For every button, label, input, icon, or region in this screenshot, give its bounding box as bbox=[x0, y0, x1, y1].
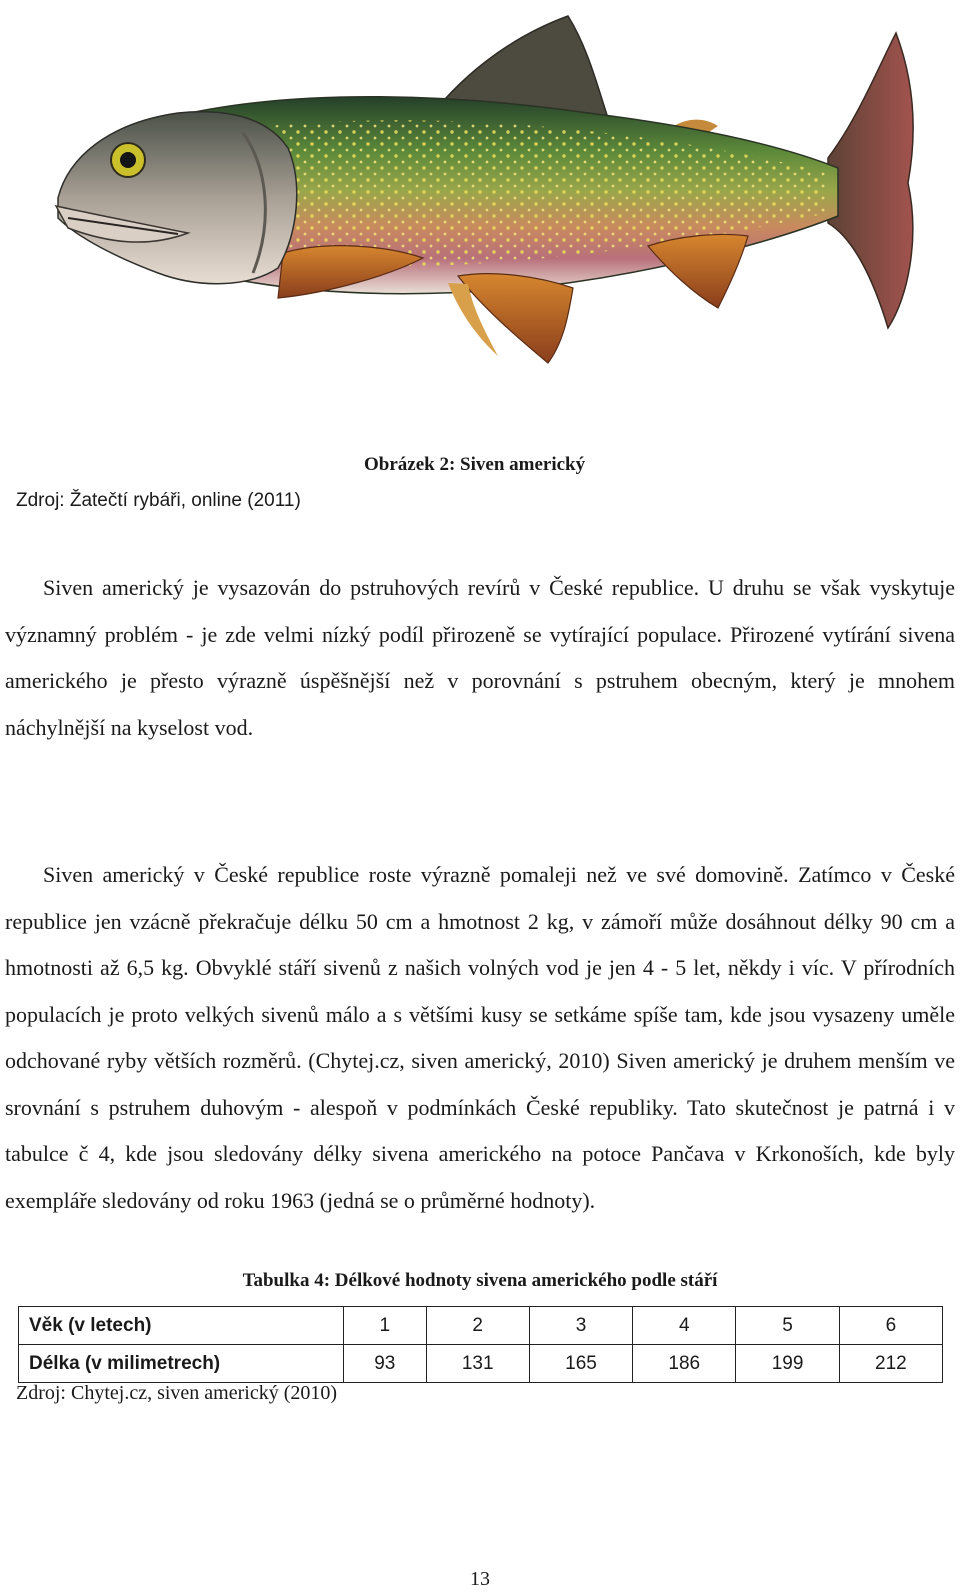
table-row-length bbox=[19, 1345, 943, 1383]
table-cell: 186 bbox=[633, 1345, 736, 1383]
table-cell: 93 bbox=[344, 1345, 427, 1383]
table-cell: 5 bbox=[736, 1307, 839, 1345]
table-cell: 1 bbox=[344, 1307, 427, 1345]
table-cell: 165 bbox=[529, 1345, 632, 1383]
table-cell: 6 bbox=[839, 1307, 942, 1345]
table-cell: 4 bbox=[633, 1307, 736, 1345]
table-row-age bbox=[19, 1307, 943, 1345]
figure-caption: Obrázek 2: Siven americký bbox=[364, 454, 586, 475]
row-label-length: Délka (v milimetrech) bbox=[19, 1345, 344, 1383]
brook-trout-image bbox=[28, 8, 932, 380]
paragraph-1: Siven americký je vysazován do pstruhových revírů v České republice. U druhu se však vyskytuje významný problém - je zde velmi nízký podíl přirozeně se vytírající populace. Přirozené vytírání sivena amerického je přesto výrazně úspěšnější než v porovnání s pstruhem obecným, který je mnohem náchylnější na kyselost vod. bbox=[5, 575, 955, 740]
paragraph-2: Siven americký v České republice roste výrazně pomaleji než ve své domovině. Zatímco v České republice jen vzácně překračuje délku 50 cm a hmotnost 2 kg, v zámoří může dosáhnout délky 90 cm a hmotnosti až 6,5 kg. Obvyklé stáří sivenů z našich volných vod je jen 4 - 5 let, někdy i víc. V přírodních populacích je proto velkých sivenů málo a s většími kusy se setkáme spíše tam, kde jsou vysazeny uměle odchované ryby větších rozměrů. (Chytej.cz, siven americký, 2010) Siven americký je druhem menším ve srovnání s pstruhem duhovým - alespoň v podmínkách České republiky. Tato skutečnost je patrná i v tabulce č 4, kde jsou sledovány délky sivena amerického na potoce Pančava v Krkonoších, kde byly exempláře sledovány od roku 1963 (jedná se o průměrné hodnoty). bbox=[5, 862, 955, 1213]
table-cell: 199 bbox=[736, 1345, 839, 1383]
fish-illustration bbox=[28, 8, 932, 380]
figure-source: Zdroj: Žatečtí rybáři, online (2011) bbox=[16, 490, 301, 511]
table-cell: 3 bbox=[529, 1307, 632, 1345]
table-cell: 131 bbox=[426, 1345, 529, 1383]
table-cell: 212 bbox=[839, 1345, 942, 1383]
page-number: 13 bbox=[470, 1568, 490, 1590]
table-source: Zdroj: Chytej.cz, siven americký (2010) bbox=[16, 1382, 338, 1404]
row-label-age: Věk (v letech) bbox=[19, 1307, 344, 1345]
length-table bbox=[18, 1306, 943, 1383]
table-cell: 2 bbox=[426, 1307, 529, 1345]
table-title: Tabulka 4: Délkové hodnoty sivena amerického podle stáří bbox=[242, 1270, 718, 1291]
